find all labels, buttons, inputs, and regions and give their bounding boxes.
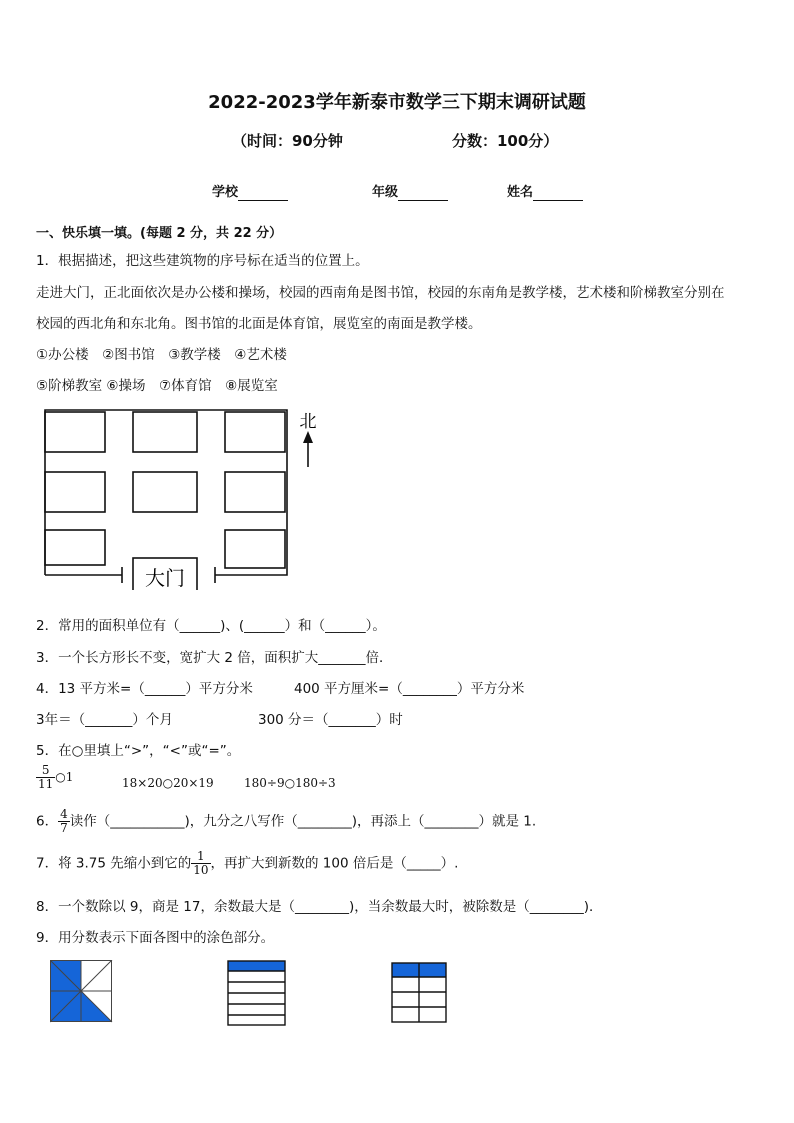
name-label: 姓名 <box>507 185 534 200</box>
q4-c: 3年＝（_______）个月 <box>36 712 173 728</box>
q7-prefix: 7．将 3.75 先缩小到它的 <box>36 855 192 872</box>
q1-options-row2: ⑤阶梯教室 ⑥操场 ⑦体育馆 ⑧展览室 <box>36 378 278 394</box>
name-field[interactable] <box>507 181 583 201</box>
grade-field[interactable] <box>372 181 448 201</box>
q9-figure-square <box>50 960 114 1024</box>
q4-b: 400 平方厘米=（________）平方分米 <box>294 681 525 697</box>
q5-stem: 5．在○里填上“>”，“<”或“=”。 <box>36 743 241 759</box>
q7-fraction: $\frac{1}{10}$ <box>193 849 209 877</box>
school-map <box>40 405 330 590</box>
map-lot-c <box>133 472 197 512</box>
grade-label: 年级 <box>372 185 399 200</box>
q5-a <box>36 764 73 791</box>
q6-text: 读作（___________)，九分之八写作（________)，再添上（________）就是 1. <box>69 813 537 830</box>
north-arrowhead-icon <box>303 431 313 443</box>
q1-desc-line1: 走进大门，正北面依次是办公楼和操场，校园的西南角是图书馆，校园的东南角是教学楼，艺术楼和阶梯教室分别在 <box>36 285 725 301</box>
q5-c: 180÷9○180÷3 <box>244 776 336 790</box>
q4-d: 300 分＝（_______）时 <box>258 712 403 728</box>
map-lot-e <box>225 472 285 512</box>
school-label: 学校 <box>212 185 239 200</box>
exam-score: 分数：100分） <box>452 132 559 150</box>
section-heading: 一、快乐填一填。(每题 2 分，共 22 分） <box>36 226 283 241</box>
q9: 9．用分数表示下面各图中的涂色部分。 <box>36 930 275 946</box>
q3: 3．一个长方形长不变，宽扩大 2 倍，面积扩大_______倍． <box>36 650 393 666</box>
q7-suffix: ，再扩大到新数的 100 倍后是（_____）. <box>210 855 459 872</box>
fig-b-part-1 <box>228 961 285 971</box>
q1-stem: 1．根据描述，把这些建筑物的序号标在适当的位置上。 <box>36 253 369 269</box>
map-boundary <box>45 410 287 575</box>
q5-a-compare: ○1 <box>55 770 74 784</box>
map-lot-se <box>225 530 285 568</box>
q6-fraction: $\frac{4}{7}$ <box>60 807 68 835</box>
q7 <box>36 850 458 877</box>
q5-fraction: $\frac{5}{11}$ <box>38 763 54 791</box>
map-lot-w <box>45 472 105 512</box>
map-north-label: 北 <box>299 412 317 432</box>
map-lot-n <box>133 412 197 452</box>
map-gate-label: 大门 <box>145 566 185 590</box>
exam-time: （时间：90分钟 <box>232 132 343 150</box>
map-lot-ne <box>225 412 285 452</box>
q4-a: 4．13 平方米=（______）平方分米 <box>36 681 253 697</box>
q6 <box>36 808 536 835</box>
map-lot-nw <box>45 412 105 452</box>
q2: 2．常用的面积单位有（______)、(______）和（______）。 <box>36 618 386 634</box>
school-field[interactable] <box>212 181 288 201</box>
q9-figure-strips <box>227 960 287 1028</box>
page-title: 2022-2023学年新泰市数学三下期末调研试题 <box>208 92 586 113</box>
map-lot-sw <box>45 530 105 565</box>
q1-desc-line2: 校园的西北角和东北角。图书馆的北面是体育馆，展览室的南面是教学楼。 <box>36 316 482 332</box>
q1-options-row1: ①办公楼 ②图书馆 ③教学楼 ④艺术楼 <box>36 347 287 363</box>
q6-prefix: 6． <box>36 813 59 830</box>
q8: 8．一个数除以 9，商是 17，余数最大是（________)，当余数最大时，被除数是（________)． <box>36 899 603 915</box>
q9-figure-grid <box>391 962 449 1026</box>
q5-b: 18×20○20×19 <box>122 776 214 790</box>
